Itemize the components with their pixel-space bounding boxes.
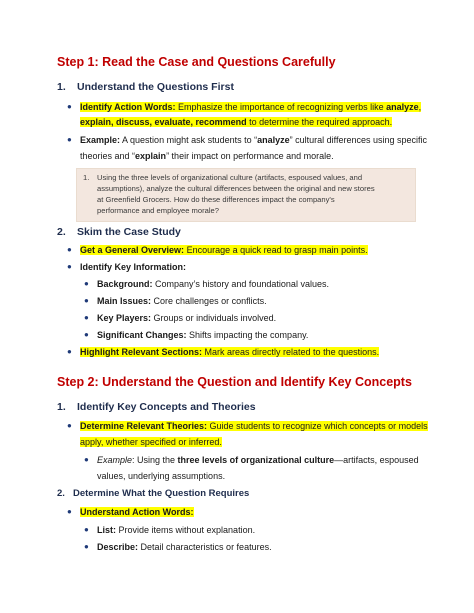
bullet-label: Understand Action Words: xyxy=(80,507,194,517)
item-text: Detail characteristics or features. xyxy=(138,542,272,552)
excerpt-line: at Greenfield Grocers. How do these differences impact the company's xyxy=(97,195,335,204)
subheading-label: Skim the Case Study xyxy=(77,226,181,238)
item-text: : Using the xyxy=(132,455,178,465)
item-text: Shifts impacting the company. xyxy=(186,330,309,340)
item-label: List: xyxy=(97,525,116,535)
item-label: Example xyxy=(97,455,133,465)
item-text: —artifacts, espoused xyxy=(334,455,419,465)
bullet-keyword: analyze xyxy=(257,135,290,145)
step2-subheading-2 xyxy=(57,488,249,499)
bullet-keyword: explain xyxy=(135,151,167,161)
bullet-general-overview xyxy=(80,244,368,256)
bullet-keyword: analyze xyxy=(386,102,419,112)
bullet-text: to determine the required approach. xyxy=(246,117,393,127)
bullet-text: , xyxy=(418,102,422,112)
excerpt-line: performance and employee morale? xyxy=(97,206,219,215)
bullet-icon: ● xyxy=(84,542,89,551)
sub-bullet-key-players xyxy=(97,312,276,324)
item-label: Key Players: xyxy=(97,313,152,323)
item-text: Core challenges or conflicts. xyxy=(151,296,267,306)
bullet-icon: ● xyxy=(67,245,72,254)
excerpt-line: Using the three levels of organizational culture (artifacts, espoused values, and xyxy=(97,173,363,182)
bullet-label: Determine Relevant Theories: xyxy=(80,421,208,431)
item-label: Describe: xyxy=(97,542,139,552)
bullet-example xyxy=(80,134,427,146)
bullet-text: theories and “ xyxy=(80,151,136,161)
bullet-label: Identify Action Words: xyxy=(80,102,176,112)
bullet-icon: ● xyxy=(67,421,72,430)
subheading-label: Understand the Questions First xyxy=(77,81,234,93)
sub-bullet-example xyxy=(97,454,419,466)
step2-heading: Step 2: Understand the Question and Identify Key Concepts xyxy=(57,375,412,389)
bullet-label: Identify Key Information: xyxy=(80,262,187,272)
item-text: Company’s history and foundational values. xyxy=(152,279,329,289)
step1-subheading-2 xyxy=(57,226,181,238)
item-text: values, underlying assumptions. xyxy=(97,471,226,481)
bullet-highlight-relevant-sections xyxy=(80,346,379,358)
bullet-label: Get a General Overview: xyxy=(80,245,185,255)
bullet-text: ” their impact on performance and morale. xyxy=(166,151,334,161)
bullet-text: Emphasize the importance of recognizing verbs like xyxy=(175,102,387,112)
item-label: Background: xyxy=(97,279,153,289)
bullet-icon: ● xyxy=(67,507,72,516)
bullet-determine-relevant-theories-cont xyxy=(80,436,222,448)
bullet-icon: ● xyxy=(67,102,72,111)
sub-bullet-background xyxy=(97,278,329,290)
sub-bullet-example-cont xyxy=(97,470,225,482)
bullet-text: ” cultural differences using specific xyxy=(289,135,428,145)
list-number: 1. xyxy=(57,401,66,413)
list-number: 1. xyxy=(57,81,66,93)
bullet-icon: ● xyxy=(84,525,89,534)
bullet-label: Highlight Relevant Sections: xyxy=(80,347,203,357)
list-number: 2. xyxy=(57,488,65,499)
bullet-identify-key-information xyxy=(80,261,186,273)
bullet-icon: ● xyxy=(67,347,72,356)
bullet-icon: ● xyxy=(84,455,89,464)
subheading-label: Determine What the Question Requires xyxy=(73,488,250,499)
bullet-text: Guide students to recognize which concepts or models xyxy=(207,421,428,431)
bullet-identify-action-words-cont xyxy=(80,116,392,128)
item-label: Main Issues: xyxy=(97,296,152,306)
bullet-label: Example: xyxy=(80,135,121,145)
bullet-determine-relevant-theories xyxy=(80,420,428,432)
item-text: Groups or individuals involved. xyxy=(151,313,277,323)
bullet-example-cont xyxy=(80,150,334,162)
step1-subheading-1 xyxy=(57,81,234,93)
bullet-icon: ● xyxy=(67,135,72,144)
bullet-icon: ● xyxy=(84,330,89,339)
bullet-text: Mark areas directly related to the questions. xyxy=(202,347,380,357)
bullet-icon: ● xyxy=(67,262,72,271)
bullet-icon: ● xyxy=(84,279,89,288)
bullet-understand-action-words xyxy=(80,506,194,518)
bullet-icon: ● xyxy=(84,296,89,305)
subheading-label: Identify Key Concepts and Theories xyxy=(77,401,256,413)
list-number: 2. xyxy=(57,226,66,238)
bullet-text: apply, whether specified or inferred. xyxy=(80,437,222,447)
item-keyword: three levels of organizational culture xyxy=(177,455,335,465)
bullet-text: A question might ask students to “ xyxy=(120,135,258,145)
sub-bullet-list xyxy=(97,524,255,536)
sub-bullet-main-issues xyxy=(97,295,267,307)
bullet-identify-action-words xyxy=(80,101,421,113)
bullet-keywords: explain, discuss, evaluate, recommend xyxy=(80,117,247,127)
step2-subheading-1 xyxy=(57,401,256,413)
step1-heading: Step 1: Read the Case and Questions Carefully xyxy=(57,55,336,69)
excerpt-line: assumptions), analyze the cultural differences between the original and new stores xyxy=(97,184,375,193)
case-question-excerpt xyxy=(76,168,416,222)
item-text: Provide items without explanation. xyxy=(116,525,256,535)
bullet-icon: ● xyxy=(84,313,89,322)
item-label: Significant Changes: xyxy=(97,330,187,340)
sub-bullet-describe xyxy=(97,541,272,553)
excerpt-number: 1. xyxy=(83,173,90,182)
bullet-text: Encourage a quick read to grasp main points. xyxy=(184,245,368,255)
sub-bullet-significant-changes xyxy=(97,329,308,341)
